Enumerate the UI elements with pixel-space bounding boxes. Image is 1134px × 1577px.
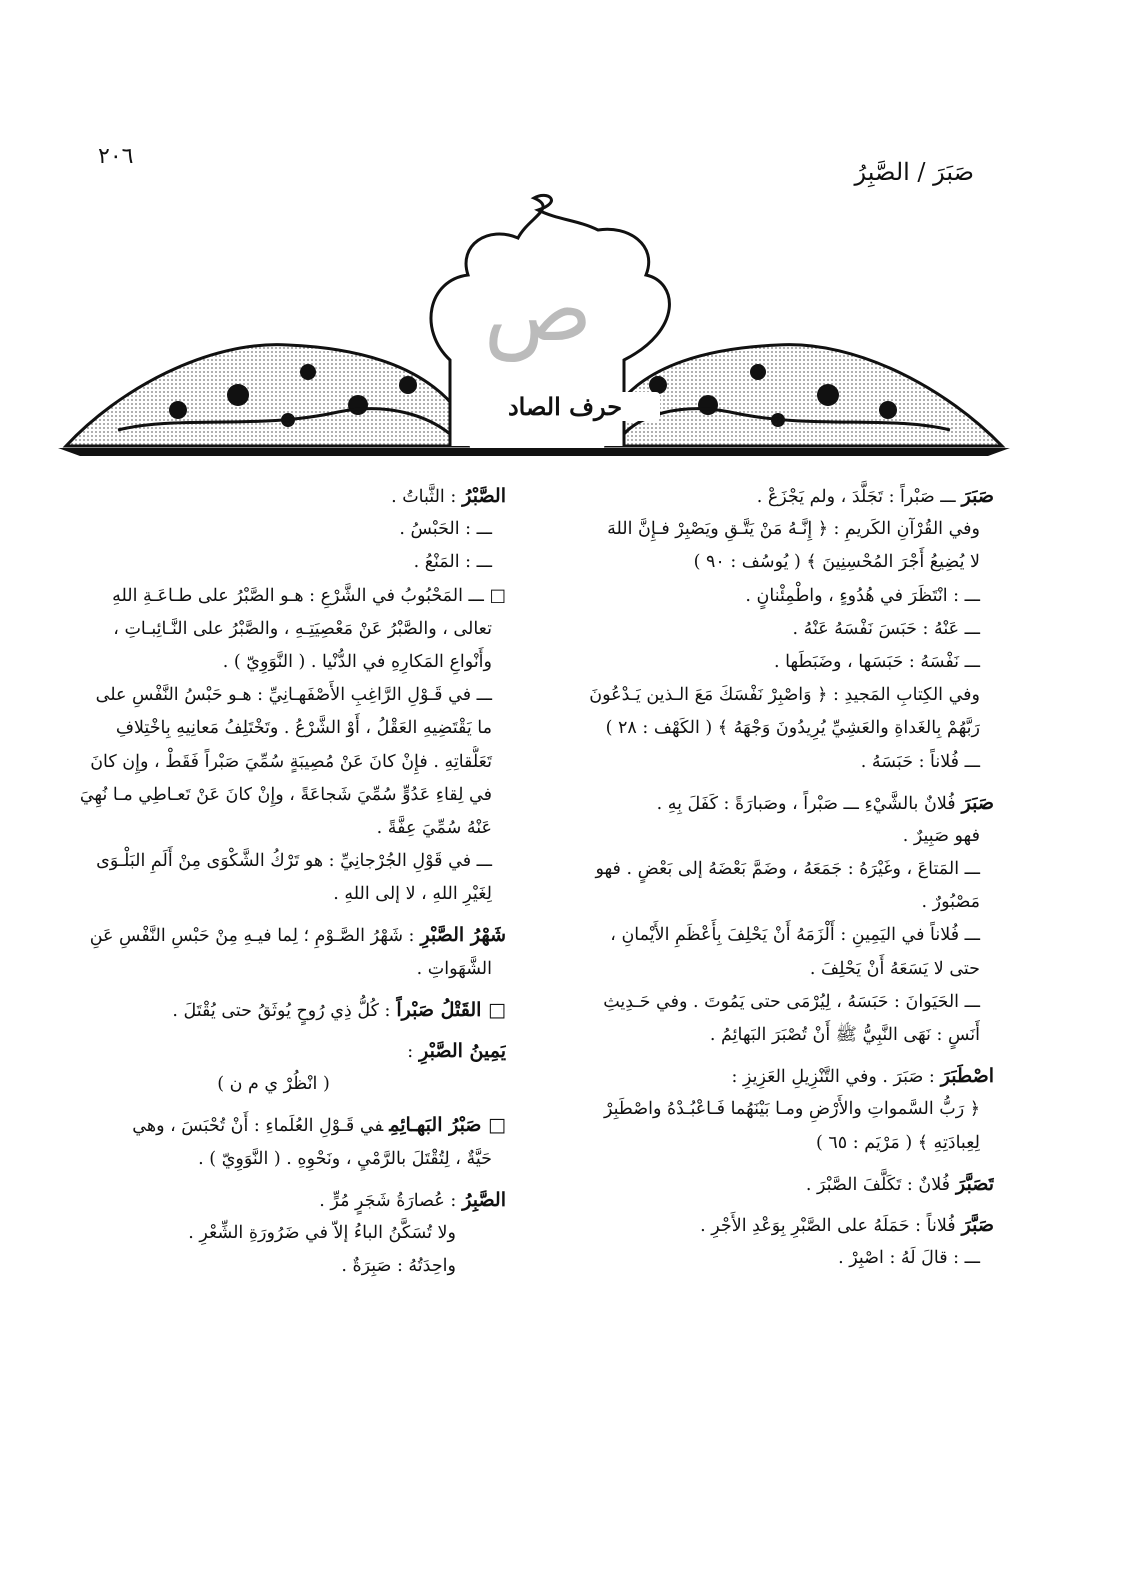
dictionary-line bbox=[41, 1250, 506, 1283]
dictionary-line bbox=[41, 613, 506, 646]
headword: يَمِينُ الصَّبْرِ bbox=[419, 1040, 506, 1062]
dictionary-line bbox=[41, 1143, 506, 1176]
definition-text: ﴿ رَبُّ السَّمواتِ والأَرْضِ ومـا بَيْنَهُما فَـاعْبُـدْهُ واصْطَبِرْ bbox=[603, 1099, 980, 1120]
dictionary-line bbox=[41, 1217, 506, 1250]
definition-text: لِغَيْرِ اللهِ ، لا إلى اللهِ . bbox=[333, 884, 492, 905]
dictionary-line bbox=[41, 1184, 506, 1217]
definition-text: واحِدَتُهُ : صَبِرَةٌ . bbox=[341, 1256, 456, 1277]
dictionary-line bbox=[41, 679, 506, 712]
dictionary-line bbox=[539, 919, 994, 952]
headword: صَبَّرَ bbox=[961, 1213, 994, 1236]
dictionary-line bbox=[539, 679, 994, 712]
definition-text: ـــ الحَيَوانَ : حَبَسَهُ ، لِيُرْمَى حتى يَمُوتَ . وفي حَـدِيثِ bbox=[603, 991, 980, 1012]
definition-text: : كُلُّ ذِي رُوحٍ يُوثَقُ حتى يُقْتَلَ . bbox=[172, 1000, 391, 1021]
headword: شَهْرُ الصَّبْرِ bbox=[420, 924, 506, 947]
dictionary-line bbox=[41, 994, 506, 1027]
dictionary-line bbox=[539, 986, 994, 1019]
dictionary-line bbox=[539, 853, 994, 886]
definition-text: فهو صَبِيرٌ . bbox=[902, 825, 980, 846]
dictionary-line bbox=[539, 613, 994, 646]
definition-text: وفي الكِتابِ المَجيدِ : ﴿ وَاصْبِرْ نَفْسَكَ مَعَ الـذين يَـدْعُونَ bbox=[589, 685, 980, 706]
dictionary-line bbox=[539, 787, 994, 820]
definition-text: : عُصارَةُ شَجَرٍ مُرٍّ . bbox=[319, 1190, 457, 1211]
dictionary-line bbox=[41, 779, 506, 812]
section-ornament bbox=[58, 190, 1010, 480]
dictionary-line bbox=[539, 580, 994, 613]
definition-text: : bbox=[407, 1042, 414, 1062]
definition-text: ـــ في قَوْلِ الجُرْجانِيِّ : هو تَرْكُ الشَّكْوَى مِنْ أَلَمِ البَلْـوَى bbox=[96, 851, 492, 872]
definition-text: فُلانٌ : تَكَلَّفَ الصَّبْرَ . bbox=[805, 1174, 951, 1195]
headword: صَبَرَ bbox=[961, 485, 994, 507]
dictionary-line bbox=[41, 513, 506, 546]
dictionary-line bbox=[539, 1093, 994, 1126]
dictionary-line bbox=[41, 646, 506, 679]
dictionary-line bbox=[539, 886, 994, 919]
dictionary-line bbox=[41, 580, 506, 613]
definition-text: لِعِبادَتِهِ ﴾ ( مَرْيَم : ٦٥ ) bbox=[816, 1132, 980, 1153]
definition-text: : شَهْرُ الصَّـوْمِ ؛ لِما فيـهِ مِنْ حَبْسِ النَّفْسِ عَنِ bbox=[89, 926, 415, 947]
dictionary-line bbox=[539, 1209, 994, 1242]
dictionary-line bbox=[41, 845, 506, 878]
running-head: صَبَرَ / الصَّبِرُ bbox=[854, 158, 974, 186]
definition-text: ـــ : قالَ لَهُ : اصْبِرْ . bbox=[838, 1248, 980, 1269]
dictionary-line bbox=[539, 820, 994, 853]
dictionary-line bbox=[41, 546, 506, 579]
dictionary-line bbox=[41, 919, 506, 952]
dictionary-line bbox=[41, 878, 506, 911]
dictionary-line bbox=[41, 480, 506, 513]
definition-text: ـــ فُلاناً في اليَمِينِ : أَلْزَمَهُ أَنْ يَحْلِفَ بِأَعْظَمِ الأَيْمانِ ، bbox=[610, 925, 980, 946]
definition-text: ما يَقْتَضِيهِ العَقْلُ ، أَوْ الشَّرْعُ . وتَخْتَلِفُ مَعانِيهِ بِاخْتِلافِ bbox=[115, 718, 492, 739]
left-column bbox=[41, 480, 506, 1283]
dictionary-line bbox=[539, 1019, 994, 1052]
definition-text: في قَـوْلِ العُلَماءِ : أَنْ تُحْبَسَ ، وهي bbox=[132, 1116, 384, 1137]
definition-text: في لِقاءِ عَدُوٍّ سُمِّيَ شَجاعَةً ، وإِنْ كانَ عَنْ تَعـاطِي مـا نُهِيَ bbox=[79, 784, 492, 805]
definition-text: ـــ في قَـوْلِ الرَّاغِبِ الأَصْفَهـانِيِّ : هـو حَبْسُ النَّفْسِ على bbox=[95, 685, 492, 706]
dictionary-line bbox=[539, 1168, 994, 1201]
dictionary-line bbox=[539, 646, 994, 679]
headword: اصْطَبَرَ bbox=[940, 1065, 994, 1088]
dictionary-line bbox=[539, 1060, 994, 1093]
definition-text: : الثَّباتُ . bbox=[391, 487, 457, 507]
right-column bbox=[539, 480, 994, 1275]
definition-text: : صَبَرَ . وفي التَّنْزِيلِ العَزِيزِ : bbox=[731, 1067, 935, 1088]
page-number: ٢٠٦ bbox=[98, 144, 134, 169]
section-title: حرف الصاد bbox=[470, 392, 660, 421]
definition-text: ـــ فُلاناً : حَبَسَهُ . bbox=[860, 751, 980, 772]
dictionary-line bbox=[539, 953, 994, 986]
dictionary-line bbox=[41, 953, 506, 986]
dictionary-line bbox=[539, 712, 994, 745]
definition-text: فُلانٌ بالشَّيْءِ ـــ صَبْراً ، وصَبارَةً : كَفَلَ بِهِ . bbox=[656, 793, 956, 814]
headword: □ القَتْلُ صَبْراً bbox=[396, 998, 506, 1021]
definition-text: رَبَّهُمْ بِالغَداةِ والعَشِيِّ يُرِيدُونَ وَجْهَهُ ﴾ ( الكَهْف : ٢٨ ) bbox=[605, 718, 980, 739]
headword: □ صَبْرُ البَهـائِمِ bbox=[389, 1114, 506, 1137]
dictionary-line bbox=[41, 746, 506, 779]
definition-text: أَنَسٍ : نَهَى النَّبِيُّ ﷺ أَنْ تُصْبَرَ البَهائِمُ . bbox=[709, 1025, 980, 1045]
definition-text: ـــ عَنْهُ : حَبَسَ نَفْسَهُ عَنْهُ . bbox=[792, 618, 980, 639]
dictionary-line bbox=[41, 812, 506, 845]
dictionary-line bbox=[539, 546, 994, 579]
definition-text: ولا تُسَكَّنُ الباءُ إلاّ في ضَرُورَةِ الشِّعْرِ . bbox=[188, 1222, 456, 1243]
dictionary-line bbox=[539, 1242, 994, 1275]
dictionary-line bbox=[539, 513, 994, 546]
definition-text: ( انْظُرْ ي م ن ) bbox=[217, 1074, 330, 1095]
dictionary-line bbox=[41, 1035, 506, 1068]
dictionary-line bbox=[41, 1068, 506, 1101]
definition-text: لا يُضِيعُ أَجْرَ المُحْسِنِينَ ﴾ ( يُوسُف : ٩٠ ) bbox=[693, 552, 980, 573]
dictionary-line bbox=[539, 480, 994, 513]
headword: تَصَبَّرَ bbox=[956, 1172, 994, 1195]
definition-text: حتى لا يَسَعَهُ أَنْ يَحْلِفَ . bbox=[809, 958, 980, 979]
definition-text: ـــ نَفْسَهُ : حَبَسَها ، وضَبَطَها . bbox=[773, 651, 980, 672]
definition-text: تعالى ، والصَّبْرُ عَنْ مَعْصِيَتِـهِ ، والصَّبْرُ على النَّـائِبـاتِ ، bbox=[113, 618, 492, 639]
definition-text: مَصْبُورٌ . bbox=[921, 892, 980, 913]
definition-text: الشَّهَواتِ . bbox=[416, 958, 492, 979]
definition-text: ـــ : الحَبْسُ . bbox=[399, 519, 492, 540]
definition-text: ـــ : انْتَظَرَ في هُدُوءٍ ، واطْمِئْنانٍ . bbox=[745, 585, 980, 606]
definition-text: ـــ : المَنْعُ . bbox=[413, 552, 492, 573]
ornament-letter: ص bbox=[483, 257, 593, 362]
headword: الصَّبْرُ bbox=[462, 485, 506, 507]
definition-text: حَيَّةٌ ، لِتُقْتَلَ بالرَّمْيِ ، ونَحْوِهِ . ( النَّوَوِيّ ) . bbox=[198, 1148, 492, 1169]
headword: الصَّبِرُ bbox=[462, 1188, 506, 1211]
dictionary-line bbox=[41, 712, 506, 745]
definition-text: ـــ صَبْراً : تَجَلَّدَ ، ولم يَجْزَعْ . bbox=[756, 487, 956, 507]
definition-text: فُلاناً : حَمَلَهُ على الصَّبْرِ بِوَعْدِ الأَجْرِ . bbox=[700, 1215, 956, 1236]
definition-text: ـــ المَتاعَ ، وغَيْرَهُ : جَمَعَهُ ، وضَمَّ بَعْضَهُ إلى بَعْضٍ . فهو bbox=[595, 859, 980, 880]
definition-text: عَنْهُ سُمِّيَ عِفَّةً . bbox=[376, 817, 492, 838]
headword: صَبَرَ bbox=[961, 791, 994, 814]
dictionary-line bbox=[539, 1127, 994, 1160]
dictionary-line bbox=[539, 746, 994, 779]
definition-text: وأَنْواعِ المَكارِهِ في الدُّنْيا . ( النَّوَوِيّ ) . bbox=[222, 651, 492, 672]
dictionary-line bbox=[41, 1109, 506, 1142]
definition-text: □ ـــ المَحْبُوبُ في الشَّرْعِ : هـو الصَّبْرُ على طـاعَـةِ اللهِ bbox=[112, 585, 506, 606]
definition-text: وفي القُرْآنِ الكَريمِ : ﴿ إِنَّـهُ مَنْ يَتَّـقِ ويَصْبِرْ فـإِنَّ اللهَ bbox=[607, 519, 980, 540]
definition-text: تَعَلُّقاتِهِ . فإِنْ كانَ عَنْ مُصِيبَةٍ سُمِّيَ صَبْراً فَقَطْ ، وإِن كانَ bbox=[90, 751, 492, 772]
